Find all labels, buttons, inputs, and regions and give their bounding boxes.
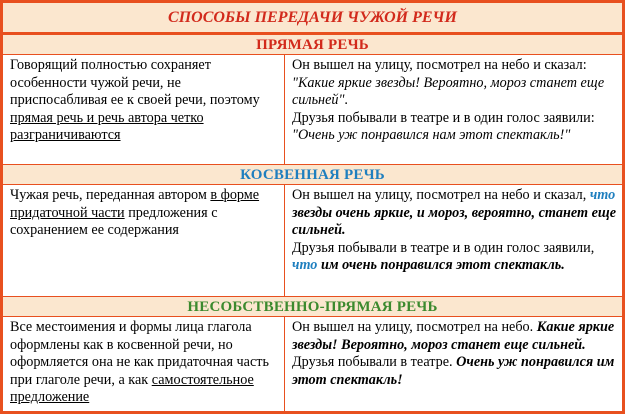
indirect-speech-examples bbox=[285, 185, 622, 296]
quoted-speech: "Очень уж понравился нам этот спектакль!" bbox=[292, 127, 571, 144]
improper-speech: Очень уж понравился им этот спектакль! bbox=[292, 354, 615, 388]
section-heading-indirect-speech: КОСВЕННАЯ РЕЧЬ bbox=[3, 164, 622, 185]
example-1: Он вышел на улицу, посмотрел на небо и сказал: "Какие яркие звезды! Вероятно, мороз станет еще сильней". bbox=[292, 57, 605, 109]
description-underlined: в форме придаточной части bbox=[10, 187, 260, 221]
quoted-speech: "Какие яркие звезды! Вероятно, мороз станет еще сильней" bbox=[292, 74, 605, 109]
section-heading-direct-speech: ПРЯМАЯ РЕЧЬ bbox=[3, 34, 622, 55]
improper-speech-examples bbox=[285, 317, 622, 411]
section-heading-improper-direct-speech: НЕСОБСТВЕННО-ПРЯМАЯ РЕЧЬ bbox=[3, 296, 622, 317]
improper-speech: Какие яркие звезды! Вероятно, мороз станет еще сильней. bbox=[292, 319, 615, 353]
indirect-speech-description: Чужая речь, переданная автором в форме придаточной части предложения с сохранением ее содержания bbox=[10, 187, 260, 239]
reported-speech: им очень понравился этот спектакль. bbox=[317, 257, 565, 274]
direct-speech-examples bbox=[285, 55, 622, 164]
example-2: Друзья побывали в театре и в один голос заявили, что им очень понравился этот спектакль. bbox=[292, 239, 595, 274]
description-underlined: самостоятельное предложение bbox=[10, 371, 254, 406]
page-title: СПОСОБЫ ПЕРЕДАЧИ ЧУЖОЙ РЕЧИ bbox=[3, 3, 622, 34]
description-text: Говорящий полностью сохраняет особенности чужой речи, не приспосабливая ее к своей речи, поэтому bbox=[10, 57, 260, 109]
improper-speech-description: Все местоимения и формы лица глагола оформлены как в косвенной речи, но оформляется она не как придаточная часть при глаголе речи, а как самостоятельное предложение bbox=[10, 319, 269, 406]
conjunction: что bbox=[292, 257, 318, 274]
example-1: Он вышел на улицу, посмотрел на небо. Какие яркие звезды! Вероятно, мороз станет еще сильней. bbox=[292, 319, 615, 353]
description-underlined: прямая речь и речь автора четко разграничиваются bbox=[10, 109, 204, 144]
conjunction: что bbox=[589, 187, 616, 203]
example-2: Друзья побывали в театре. Очень уж понравился им этот спектакль! bbox=[292, 354, 615, 388]
example-1: Он вышел на улицу, посмотрел на небо и сказал, что звезды очень яркие, и мороз, вероятно, станет еще сильней. bbox=[292, 187, 616, 239]
reported-speech: звезды очень яркие, и мороз, вероятно, станет еще сильней. bbox=[292, 204, 616, 239]
example-2: Друзья побывали в театре и в один голос заявили: "Очень уж понравился нам этот спектакль!" bbox=[292, 109, 595, 144]
direct-speech-description bbox=[3, 55, 284, 164]
